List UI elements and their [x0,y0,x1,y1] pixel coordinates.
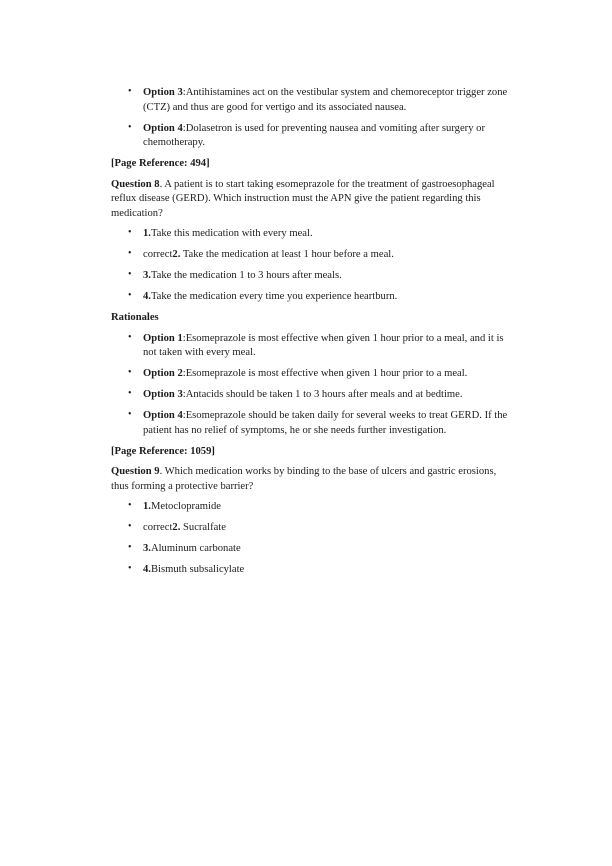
option-body: Sucralfate [180,522,226,533]
rationale-body: :Esomeprazole is most effective when given 1 hour prior to a meal. [182,368,468,379]
question-8-label: Question 8 [111,178,160,190]
option-number: 3. [143,543,151,554]
q9-option-4 [111,563,512,578]
option-number: 4. [143,564,151,575]
option-label: Option 2 [143,368,183,379]
rationale-body: :Antihistamines act on the vestibular system and chemoreceptor trigger zone (CTZ) and thus are good for vertigo and its associated nausea. [143,87,508,113]
rationale-body: :Esomeprazole is most effective when given 1 hour prior to a meal, and it is not taken with every meal. [143,332,504,358]
bullet-icon: • [128,290,132,301]
bullet-icon: • [128,367,132,378]
option-label: Option 3 [143,87,183,98]
option-body: Metoclopramide [150,501,221,512]
question-8-options-list [111,227,512,305]
question-8-paragraph [111,178,512,222]
option-body: Take the medication every time you experience heartburn. [150,291,398,302]
option-number: 4. [143,291,151,302]
question-8-rationales-list [111,332,512,439]
rationale-text [143,368,467,379]
question-9-text: . Which medication works by binding to the base of ulcers and gastric erosions, thus forming a protective barrier? [111,466,497,492]
rationales-heading: Rationales [111,312,159,323]
option-body: Take this medication with every meal. [150,228,313,239]
option-label: Option 1 [143,332,183,344]
bullet-icon: • [128,227,132,238]
bullet-icon: • [128,500,132,511]
bullet-icon: • [128,86,132,97]
rationale-text [143,123,485,149]
page-reference-1059: [Page Reference: 1059] [111,445,215,457]
rationale-body: :Esomeprazole should be taken daily for several weeks to treat GERD. If the patient has no relief of symptoms, he or she needs further investigation. [143,410,508,436]
option-text [143,501,221,512]
option-number: 2. [172,249,181,260]
rationale-text [143,333,504,359]
bullet-icon: • [128,121,132,133]
q8-rationale-option-2 [111,367,512,382]
q9-option-2-correct [111,521,512,536]
q8-option-1 [111,227,512,242]
rationale-text [143,389,463,400]
bullet-icon: • [128,542,132,553]
question-8-text: . A patient is to start taking esomeprazole for the treatment of gastroesophageal reflux disease (GERD). Which instruction must the APN give the patient regarding this medication? [111,178,495,219]
option-text [143,270,342,281]
q8-rationale-option-4 [111,409,512,438]
option-text [143,543,241,554]
prior-rationales-list [111,86,512,151]
q8-rationale-option-1 [111,332,512,361]
option-label: Option 4 [143,410,183,421]
rationale-body: :Antacids should be taken 1 to 3 hours after meals and at bedtime. [182,389,463,400]
option-body: Bismuth subsalicylate [150,564,245,575]
option-number: 3. [143,270,151,281]
prior-rationale-option-4 [111,122,512,151]
option-text [143,228,313,239]
bullet-icon: • [128,269,132,280]
question-9-paragraph [111,465,512,494]
page-reference-494: [Page Reference: 494] [111,158,210,169]
correct-marker: correct [143,249,173,260]
rationale-text [143,410,507,436]
q8-option-3 [111,269,512,284]
option-label: Option 3 [143,389,183,400]
bullet-icon: • [128,331,132,343]
option-text [143,564,244,575]
bullet-icon: • [128,521,132,532]
bullet-icon: • [128,563,132,574]
rationale-text [143,87,507,113]
q9-option-3 [111,542,512,557]
option-text [143,522,226,533]
q8-option-4 [111,290,512,305]
rationale-body: :Dolasetron is used for preventing nausea and vomiting after surgery or chemotherapy. [143,122,485,148]
option-number: 1. [143,501,151,512]
option-text [143,291,397,302]
correct-marker: correct [143,522,173,533]
q8-option-2-correct [111,248,512,263]
question-9-label: Question 9 [111,466,160,477]
q9-option-1 [111,500,512,515]
option-body: Take the medication at least 1 hour before a meal. [180,249,394,260]
bullet-icon: • [128,388,132,399]
bullet-icon: • [128,248,132,259]
option-text [143,249,394,260]
option-body: Aluminum carbonate [150,543,241,554]
option-label: Option 4 [143,122,183,134]
question-9-options-list [111,500,512,578]
option-body: Take the medication 1 to 3 hours after meals. [150,270,342,281]
bullet-icon: • [128,409,132,420]
option-number: 2. [172,522,181,533]
q8-rationale-option-3 [111,388,512,403]
option-number: 1. [143,228,151,239]
prior-rationale-option-3 [111,86,512,115]
